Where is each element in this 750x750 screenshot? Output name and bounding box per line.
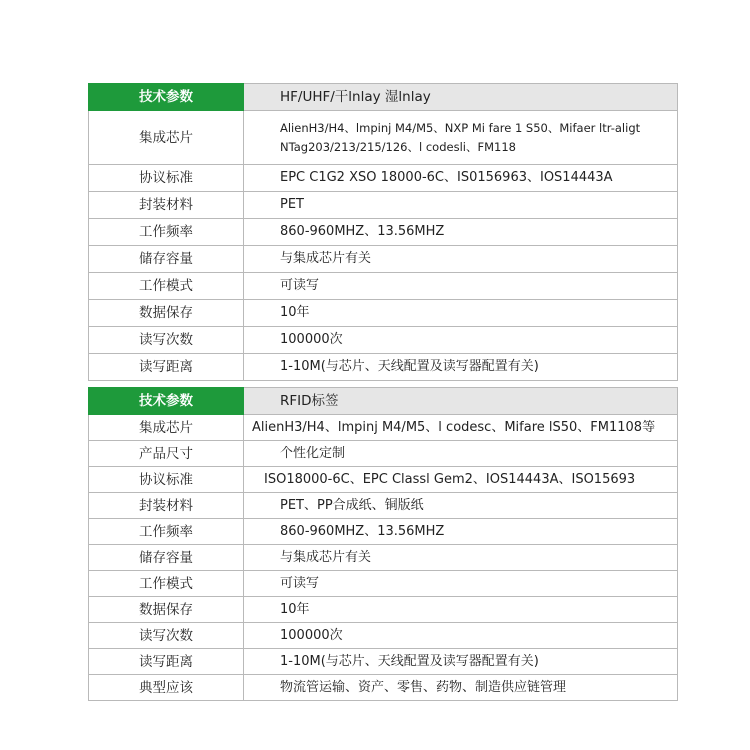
table-row xyxy=(89,273,678,300)
table-row xyxy=(89,300,678,327)
header-key-cell: 技术参数 xyxy=(89,388,244,415)
header-value-cell: HF/UHF/干lnlay 湿lnlay xyxy=(244,84,678,111)
spec-table-hf-uhf-inlay xyxy=(88,83,678,381)
table-row xyxy=(89,597,678,623)
row-key: 工作模式 xyxy=(89,273,244,300)
row-value: PET xyxy=(244,192,678,219)
row-key: 数据保存 xyxy=(89,300,244,327)
table-row xyxy=(89,354,678,381)
row-value: PET、PP合成纸、铜版纸 xyxy=(244,493,678,519)
spec-table-rfid-tag xyxy=(88,387,678,701)
row-value: 860-960MHZ、13.56MHZ xyxy=(244,219,678,246)
row-key: 工作频率 xyxy=(89,519,244,545)
row-value: 10年 xyxy=(244,300,678,327)
row-key: 产品尺寸 xyxy=(89,441,244,467)
row-key: 读写距离 xyxy=(89,649,244,675)
row-key: 集成芯片 xyxy=(89,415,244,441)
row-key: 封装材料 xyxy=(89,493,244,519)
row-value: 可读写 xyxy=(244,571,678,597)
row-key: 工作频率 xyxy=(89,219,244,246)
row-key: 典型应该 xyxy=(89,675,244,701)
row-key: 读写距离 xyxy=(89,354,244,381)
table-row xyxy=(89,649,678,675)
table-row xyxy=(89,519,678,545)
table-row xyxy=(89,246,678,273)
row-value xyxy=(244,111,678,165)
table-row xyxy=(89,441,678,467)
table-row xyxy=(89,192,678,219)
row-key: 工作模式 xyxy=(89,571,244,597)
row-key: 储存容量 xyxy=(89,545,244,571)
header-value-cell: RFID标签 xyxy=(244,388,678,415)
table-row xyxy=(89,467,678,493)
row-key: 协议标准 xyxy=(89,165,244,192)
row-value: 与集成芯片有关 xyxy=(244,246,678,273)
table-header-row xyxy=(89,84,678,111)
row-value: 100000次 xyxy=(244,327,678,354)
table-row xyxy=(89,219,678,246)
table-row xyxy=(89,493,678,519)
row-key: 集成芯片 xyxy=(89,111,244,165)
row-value: 1-10M(与芯片、天线配置及读写器配置有关) xyxy=(244,354,678,381)
table-row xyxy=(89,545,678,571)
row-value: 100000次 xyxy=(244,623,678,649)
table-row xyxy=(89,571,678,597)
row-value-line: AlienH3/H4、lmpinj M4/M5、NXP Mi fare 1 S50、Mifaer ltr-aligt xyxy=(280,120,641,135)
row-key: 读写次数 xyxy=(89,623,244,649)
row-value: 物流管运输、资产、零售、药物、制造供应链管理 xyxy=(244,675,678,701)
table-row xyxy=(89,327,678,354)
row-value: EPC C1G2 XSO 18000-6C、IS0156963、IOS14443A xyxy=(244,165,678,192)
row-key: 封装材料 xyxy=(89,192,244,219)
row-value: 个性化定制 xyxy=(244,441,678,467)
row-value: ISO18000-6C、EPC Classl Gem2、IOS14443A、ISO15693 xyxy=(244,467,678,493)
table-row xyxy=(89,675,678,701)
row-value: 与集成芯片有关 xyxy=(244,545,678,571)
table-row xyxy=(89,111,678,165)
header-key-cell: 技术参数 xyxy=(89,84,244,111)
row-value: 可读写 xyxy=(244,273,678,300)
row-value: 1-10M(与芯片、天线配置及读写器配置有关) xyxy=(244,649,678,675)
row-value: 10年 xyxy=(244,597,678,623)
table-header-row xyxy=(89,388,678,415)
row-key: 数据保存 xyxy=(89,597,244,623)
row-value: AlienH3/H4、lmpinj M4/M5、l codesc、Mifare lS50、FM1108等 xyxy=(244,415,678,441)
row-key: 储存容量 xyxy=(89,246,244,273)
row-value: 860-960MHZ、13.56MHZ xyxy=(244,519,678,545)
table-row xyxy=(89,415,678,441)
table-row xyxy=(89,623,678,649)
row-key: 读写次数 xyxy=(89,327,244,354)
row-value-line: NTag203/213/215/126、l codesli、FM118 xyxy=(280,139,516,154)
table-row xyxy=(89,165,678,192)
row-key: 协议标准 xyxy=(89,467,244,493)
